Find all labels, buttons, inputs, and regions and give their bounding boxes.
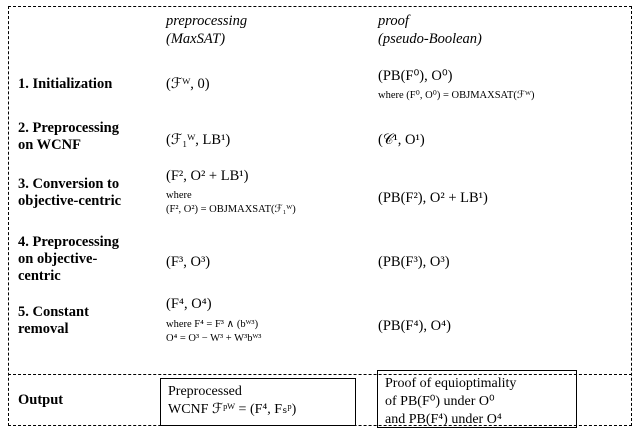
row4-label-line2: on objective-: [18, 251, 98, 268]
row-label-preprocessing-objective-centric: [18, 234, 158, 285]
row4-preprocessing-cell: (F³, O³): [166, 254, 211, 270]
column-header-proof-line2: (pseudo-Boolean): [378, 31, 482, 48]
output-proof-box: [377, 370, 577, 428]
row5-preprocessing-note2: O⁴ = O³ − W³ + W³bᵂ³: [166, 333, 262, 345]
row3-label-line2: objective-centric: [18, 193, 122, 210]
row3-proof-cell: (PB(F²), O² + LB¹): [378, 190, 488, 206]
row3-preprocessing-note2: (F², O²) = OBJMAXSAT(ℱ₁ᵂ): [166, 204, 296, 216]
row5-preprocessing-note1: where F⁴ = F³ ∧ (bᵂ³): [166, 319, 259, 331]
row1-proof-note: where (F⁰, O⁰) = OBJMAXSAT(ℱᵂ): [378, 90, 535, 102]
column-header-preprocessing-line2: (MaxSAT): [166, 31, 226, 48]
row5-label-line2: removal: [18, 321, 69, 338]
row2-label-line2: on WCNF: [18, 137, 81, 154]
row-label-preprocessing-wcnf: [18, 120, 158, 154]
row-label-initialization: 1. Initialization: [18, 76, 113, 92]
row3-label-line1: 3. Conversion to: [18, 176, 120, 192]
row3-preprocessing-note1: where: [166, 190, 192, 202]
row5-label-line1: 5. Constant: [18, 304, 89, 320]
output-preprocessed-wcnf-box: [160, 378, 356, 426]
column-header-preprocessing-line1: preprocessing: [166, 13, 248, 29]
row-label-constant-removal: [18, 304, 158, 338]
column-header-preprocessing: [166, 12, 247, 48]
column-header-proof: [378, 12, 482, 48]
row3-preprocessing-cell: [166, 168, 366, 217]
row4-proof-cell: (PB(F³), O³): [378, 254, 450, 270]
output-right-line1: Proof of equioptimality: [385, 376, 517, 391]
output-left-line2: WCNF ℱᵖᵂ = (F⁴, Fₛᵖ): [168, 402, 297, 418]
row2-label-line1: 2. Preprocessing: [18, 120, 119, 136]
column-header-proof-line1: proof: [378, 13, 409, 29]
row4-label-line3: centric: [18, 268, 61, 285]
row5-preprocessing-cell: [166, 296, 366, 346]
row2-preprocessing-cell: (ℱ₁ᵂ, LB¹): [166, 132, 231, 148]
output-left-line1: Preprocessed: [168, 384, 242, 399]
row5-proof-cell: (PB(F⁴), O⁴): [378, 318, 451, 334]
output-right-line2: of PB(F⁰) under O⁰: [385, 394, 495, 410]
output-right-line3: and PB(F⁴) under O⁴: [385, 412, 502, 428]
row1-preprocessing-cell: (ℱᵂ, 0): [166, 76, 210, 92]
row3-preprocessing-main: (F², O² + LB¹): [166, 168, 249, 184]
row1-proof-main: (PB(F⁰), O⁰): [378, 68, 453, 84]
row2-proof-cell: (𝒞¹, O¹): [378, 132, 425, 148]
output-label: Output: [18, 392, 64, 408]
row5-preprocessing-main: (F⁴, O⁴): [166, 296, 212, 312]
row4-label-line1: 4. Preprocessing: [18, 234, 119, 250]
row-label-conversion-objective-centric: [18, 176, 158, 210]
row1-proof-cell: [378, 68, 628, 103]
